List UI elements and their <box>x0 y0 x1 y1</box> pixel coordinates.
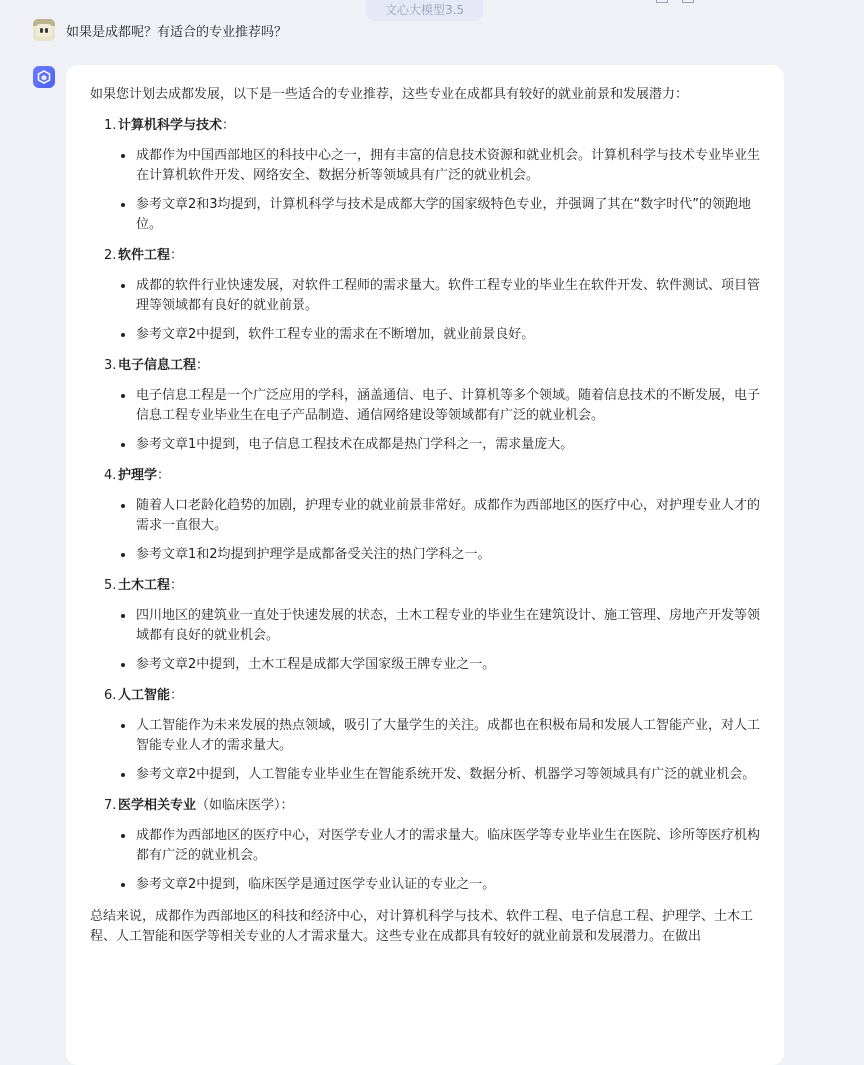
recommendation-section <box>90 246 762 345</box>
section-title-text: 土木工程 <box>118 578 171 593</box>
bullet-item: 参考文章1和2均提到护理学是成都备受关注的热门学科之一。 <box>90 545 762 565</box>
user-message-text: 如果是成都呢？有适合的专业推荐吗？ <box>66 24 288 40</box>
section-title <box>90 246 762 266</box>
section-title-suffix: ： <box>196 358 210 373</box>
section-bullets <box>90 716 762 785</box>
assistant-logo-icon <box>37 70 51 84</box>
recommendation-section <box>90 686 762 785</box>
section-title-text: 医学相关专业 <box>118 798 197 813</box>
section-title <box>90 466 762 486</box>
response-content <box>90 85 762 960</box>
section-title <box>90 796 762 816</box>
section-title-text: 人工智能 <box>118 688 171 703</box>
user-message-row <box>33 19 287 41</box>
section-title-suffix: ： <box>170 578 184 593</box>
assistant-avatar <box>33 66 55 88</box>
recommendation-section <box>90 356 762 455</box>
section-title-text: 软件工程 <box>118 248 171 263</box>
section-number: 3. <box>104 358 117 373</box>
bullet-item: 成都的软件行业快速发展，对软件工程师的需求量大。软件工程专业的毕业生在软件开发、软件测试、项目管理等领域都有良好的就业前景。 <box>90 276 762 316</box>
section-title <box>90 686 762 706</box>
bullet-item: 随着人口老龄化趋势的加剧，护理专业的就业前景非常好。成都作为西部地区的医疗中心，对护理专业人才的需求一直很大。 <box>90 496 762 536</box>
recommendation-section <box>90 576 762 675</box>
bullet-item: 参考文章2中提到，软件工程专业的需求在不断增加，就业前景良好。 <box>90 325 762 345</box>
section-bullets <box>90 496 762 565</box>
bullet-item: 参考文章2和3均提到，计算机科学与技术是成都大学的国家级特色专业，并强调了其在“数字时代”的领跑地位。 <box>90 195 762 235</box>
bullet-item: 成都作为中国西部地区的科技中心之一，拥有丰富的信息技术资源和就业机会。计算机科学与技术专业毕业生在计算机软件开发、网络安全、数据分析等领域具有广泛的就业机会。 <box>90 146 762 186</box>
section-title-text: 计算机科学与技术 <box>118 118 223 133</box>
section-title-suffix: ： <box>222 118 236 133</box>
model-label[interactable]: 文心大模型3.5 <box>366 0 483 21</box>
section-title <box>90 576 762 596</box>
section-title-suffix: ： <box>157 468 171 483</box>
section-title-text: 护理学 <box>118 468 158 483</box>
section-number: 7. <box>104 798 117 813</box>
section-number: 4. <box>104 468 117 483</box>
recommendation-section <box>90 116 762 235</box>
bullet-item: 人工智能作为未来发展的热点领域，吸引了大量学生的关注。成都也在积极布局和发展人工智能产业，对人工智能专业人才的需求量大。 <box>90 716 762 756</box>
section-title-suffix: （如临床医学）： <box>196 798 294 813</box>
section-title <box>90 116 762 136</box>
response-intro: 如果您计划去成都发展，以下是一些适合的专业推荐，这些专业在成都具有较好的就业前景和发展潜力： <box>90 87 689 102</box>
copy-icon[interactable] <box>656 0 668 3</box>
section-bullets <box>90 826 762 895</box>
share-icon[interactable] <box>682 0 694 3</box>
assistant-response-card <box>66 65 784 1065</box>
section-number: 5. <box>104 578 117 593</box>
bullet-item: 参考文章1中提到，电子信息工程技术在成都是热门学科之一，需求量庞大。 <box>90 435 762 455</box>
bullet-item: 电子信息工程是一个广泛应用的学科，涵盖通信、电子、计算机等多个领域。随着信息技术的不断发展，电子信息工程专业毕业生在电子产品制造、通信网络建设等领域都有广泛的就业机会。 <box>90 386 762 426</box>
section-title-text: 电子信息工程 <box>118 358 197 373</box>
section-number: 1. <box>104 118 117 133</box>
recommendation-section <box>90 796 762 895</box>
user-avatar <box>33 19 55 41</box>
section-bullets <box>90 276 762 345</box>
top-toolbar <box>656 0 694 3</box>
section-number: 2. <box>104 248 117 263</box>
section-title <box>90 356 762 376</box>
bullet-item: 四川地区的建筑业一直处于快速发展的状态，土木工程专业的毕业生在建筑设计、施工管理、房地产开发等领域都有良好的就业机会。 <box>90 606 762 646</box>
bullet-item: 参考文章2中提到，临床医学是通过医学专业认证的专业之一。 <box>90 875 762 895</box>
bullet-item: 成都作为西部地区的医疗中心，对医学专业人才的需求量大。临床医学等专业毕业生在医院、诊所等医疗机构都有广泛的就业机会。 <box>90 826 762 866</box>
section-bullets <box>90 606 762 675</box>
bullet-item: 参考文章2中提到，人工智能专业毕业生在智能系统开发、数据分析、机器学习等领域具有广泛的就业机会。 <box>90 765 762 785</box>
section-bullets <box>90 386 762 455</box>
section-bullets <box>90 146 762 235</box>
section-title-suffix: ： <box>170 688 184 703</box>
recommendation-section <box>90 466 762 565</box>
section-number: 6. <box>104 688 117 703</box>
bullet-item: 参考文章2中提到，土木工程是成都大学国家级王牌专业之一。 <box>90 655 762 675</box>
response-summary: 总结来说，成都作为西部地区的科技和经济中心，对计算机科学与技术、软件工程、电子信息工程、护理学、土木工程、人工智能和医学等相关专业的人才需求量大。这些专业在成都具有较好的就业前景和发展潜力。在做出 <box>90 909 754 944</box>
section-title-suffix: ： <box>170 248 184 263</box>
response-sections <box>90 116 762 895</box>
